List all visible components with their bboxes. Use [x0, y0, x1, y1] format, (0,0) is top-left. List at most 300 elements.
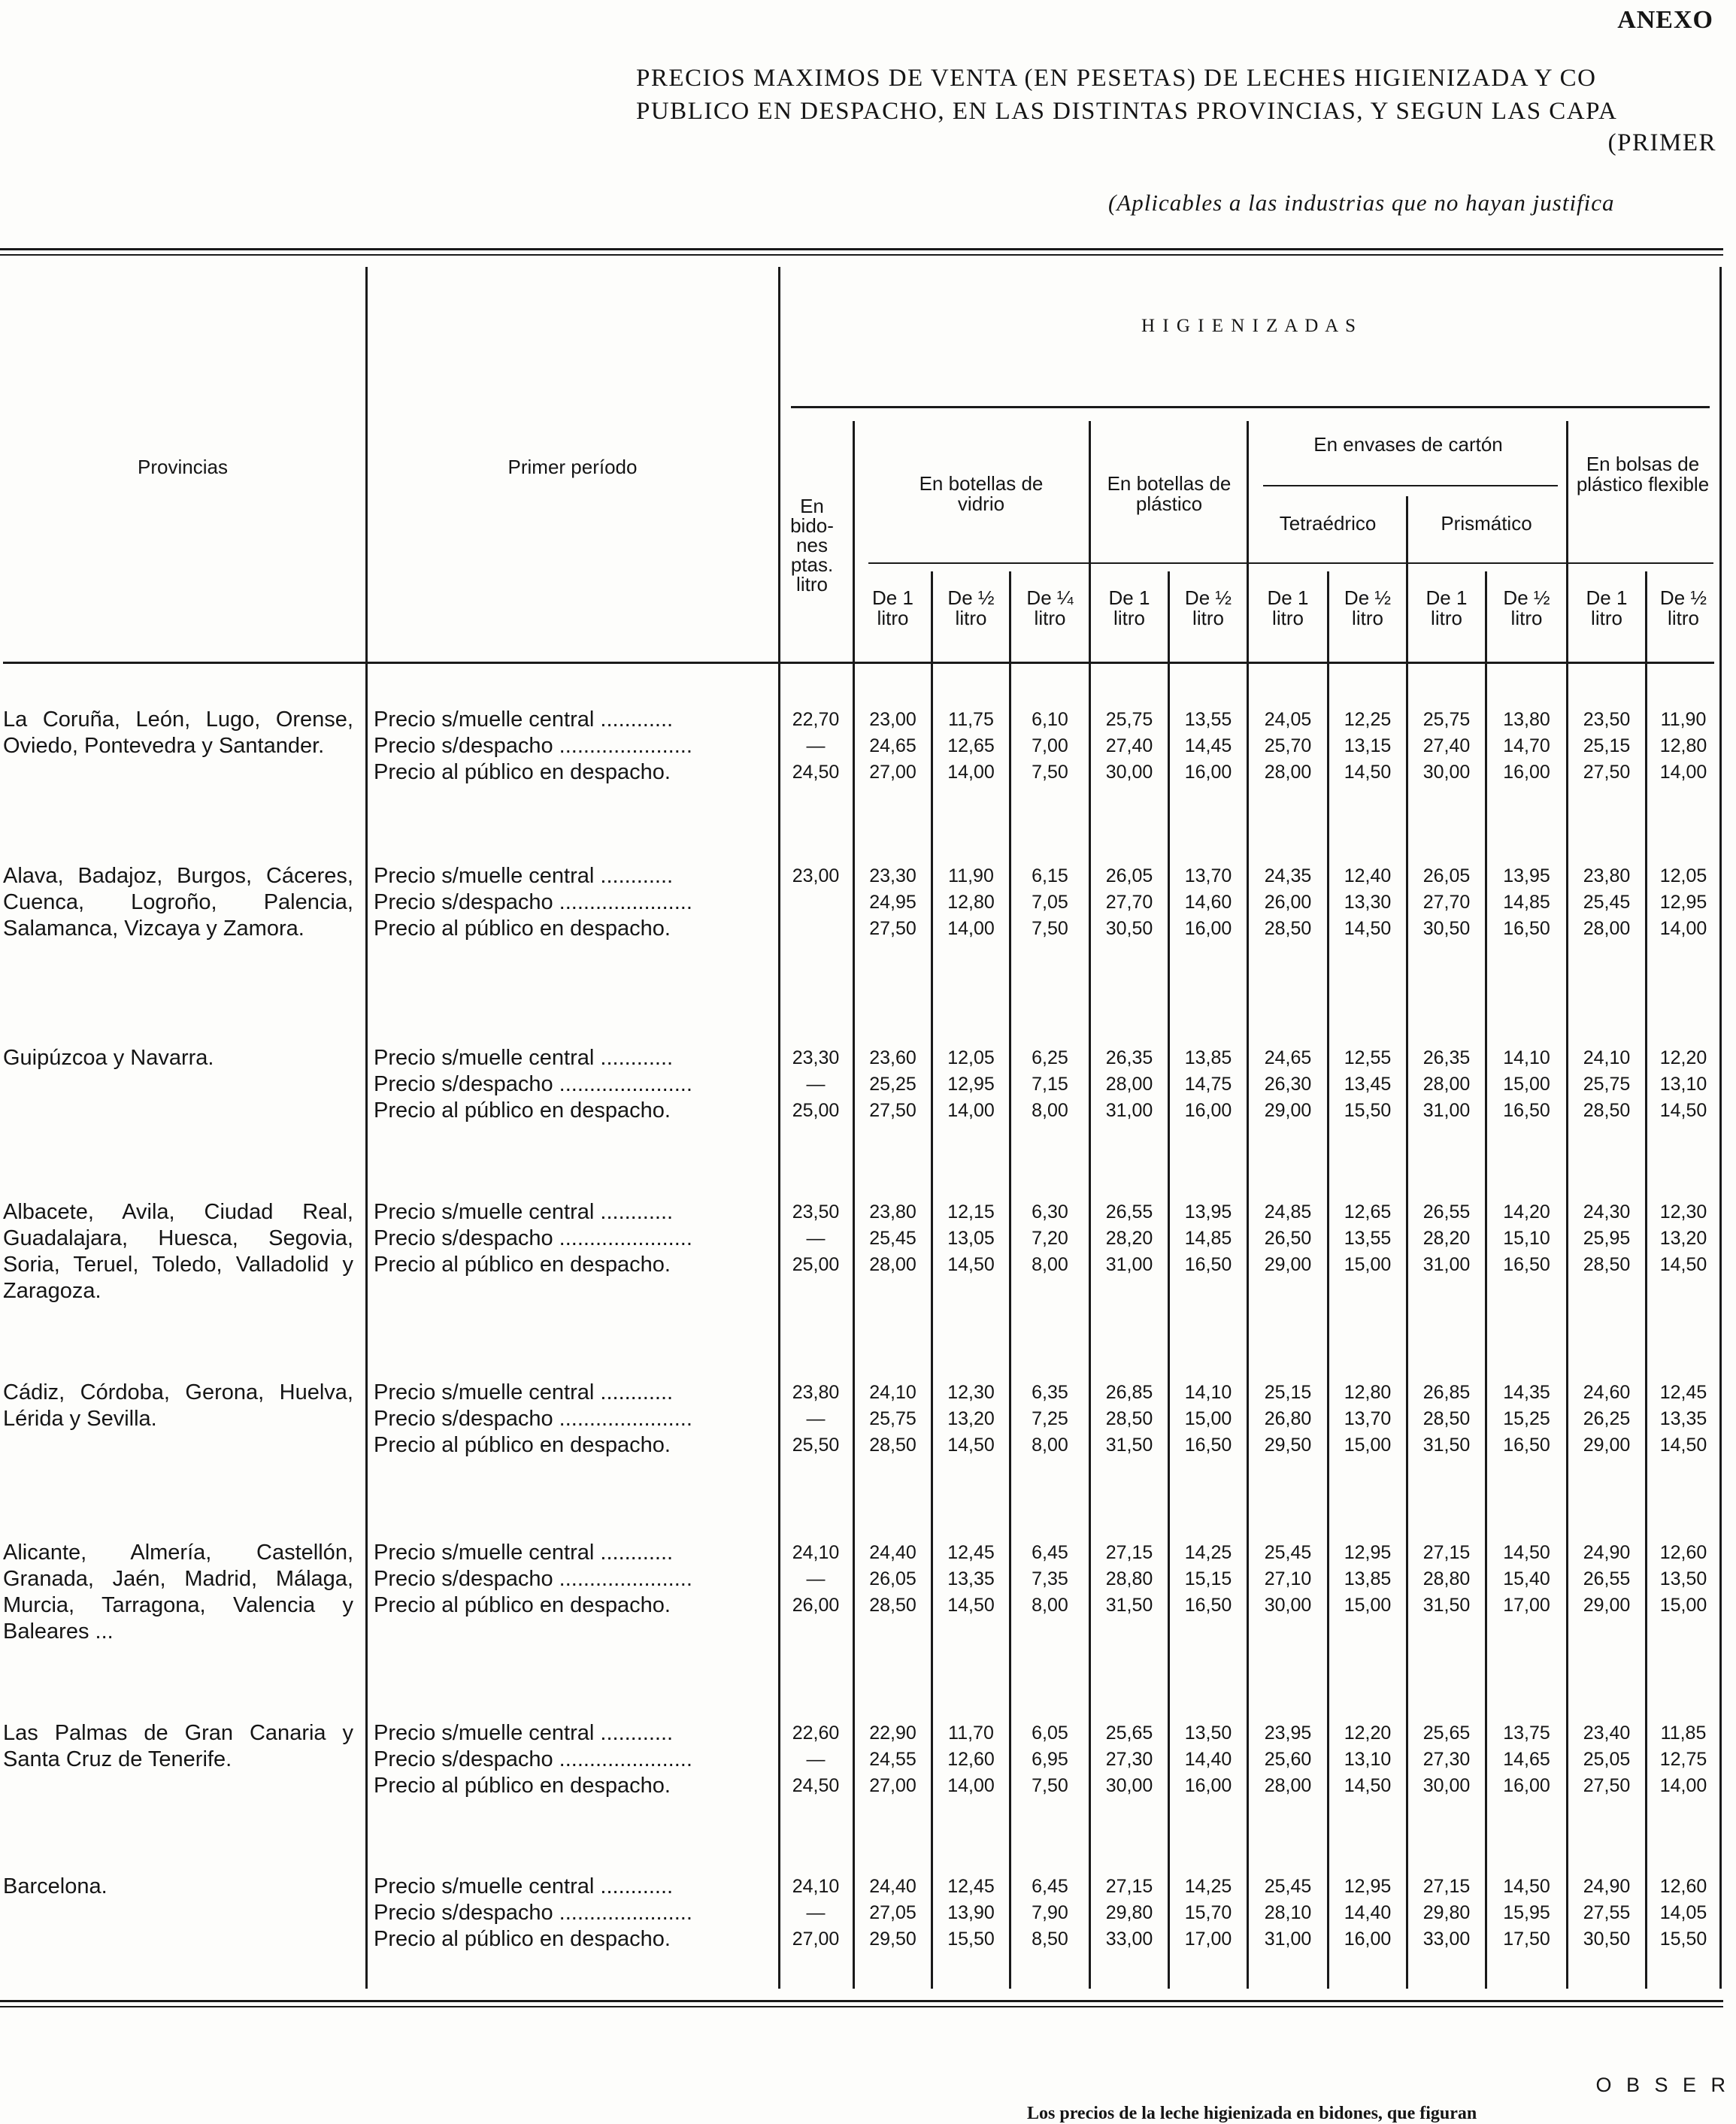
price-cell: 29,00 — [1583, 1435, 1631, 1456]
price-cell: 25,15 — [1583, 735, 1631, 756]
price-cell: 24,10 — [1583, 1047, 1631, 1068]
price-cell: 12,60 — [947, 1749, 995, 1770]
price-column — [1249, 1540, 1327, 1619]
price-column — [1329, 1380, 1406, 1459]
price-column — [855, 1720, 931, 1799]
price-cell: 13,05 — [947, 1228, 995, 1249]
price-cell: 25,00 — [792, 1254, 840, 1275]
table-top-rule — [0, 248, 1723, 250]
price-type-label: Precio s/despacho ...................... — [374, 1567, 692, 1591]
price-cell: 23,80 — [869, 1201, 916, 1223]
price-cell: 28,50 — [1422, 1408, 1471, 1429]
price-cell: 16,00 — [1184, 1100, 1232, 1121]
price-column — [1249, 1199, 1327, 1278]
price-cell: 15,40 — [1503, 1568, 1550, 1589]
price-cell: 14,40 — [1184, 1749, 1232, 1770]
price-cell: 14,45 — [1184, 735, 1232, 756]
price-cell: 27,50 — [869, 918, 916, 939]
price-column — [933, 1874, 1009, 1953]
price-cell: 13,30 — [1344, 892, 1392, 913]
price-cell: 24,40 — [869, 1876, 916, 1897]
price-cell: 14,50 — [947, 1435, 995, 1456]
price-cell: 7,90 — [1032, 1902, 1068, 1923]
price-cell: 27,00 — [869, 762, 916, 783]
price-column — [933, 707, 1009, 786]
price-type-label: Precio s/muelle central ............ — [374, 1541, 674, 1565]
price-column — [1091, 707, 1168, 786]
price-cell: 17,50 — [1503, 1929, 1550, 1950]
price-cell: 28,50 — [1264, 918, 1312, 939]
price-type-label: Precio s/muelle central ............ — [374, 1721, 674, 1745]
price-type-label: Precio s/muelle central ............ — [374, 1046, 674, 1070]
price-cell: 29,50 — [869, 1929, 916, 1950]
price-cell: 24,95 — [869, 892, 916, 913]
price-column — [1170, 1380, 1247, 1459]
price-cell: 12,45 — [1659, 1382, 1707, 1403]
price-column — [1249, 1874, 1327, 1953]
price-column — [1647, 1199, 1719, 1278]
price-cell: 11,70 — [948, 1723, 994, 1744]
price-cell: 14,20 — [1503, 1201, 1550, 1223]
price-cell: 26,55 — [1583, 1568, 1631, 1589]
price-cell: 14,00 — [947, 762, 995, 783]
price-cell: 28,20 — [1422, 1228, 1471, 1249]
price-type-label: Precio s/despacho ...................... — [374, 1072, 692, 1096]
header-higienizadas: H I G I E N I Z A D A S — [1141, 316, 1357, 336]
price-cell: 25,45 — [1583, 892, 1631, 913]
price-column — [855, 863, 931, 942]
price-cell: 27,70 — [1422, 892, 1471, 913]
title-line-3: (PRIMER — [1607, 129, 1716, 156]
price-cell: 25,75 — [869, 1408, 916, 1429]
price-cell: 17,00 — [1184, 1929, 1232, 1950]
price-column — [1487, 1199, 1566, 1278]
price-cell: 6,15 — [1032, 865, 1068, 886]
price-type-labels — [374, 707, 765, 786]
price-cell: 28,00 — [1422, 1074, 1471, 1095]
price-cell: 15,00 — [1344, 1254, 1392, 1275]
price-cell: 30,00 — [1422, 1775, 1471, 1796]
price-cell: 23,30 — [792, 1047, 840, 1068]
price-cell: 23,80 — [792, 1382, 840, 1403]
price-cell: 13,95 — [1184, 1201, 1232, 1223]
price-cell: 16,50 — [1503, 1435, 1550, 1456]
price-column — [1647, 1720, 1719, 1799]
price-cell: 15,25 — [1503, 1408, 1550, 1429]
price-cell: 33,00 — [1105, 1929, 1153, 1950]
price-column — [933, 1540, 1009, 1619]
price-cell: 23,00 — [792, 865, 840, 886]
price-cell: 15,00 — [1503, 1074, 1550, 1095]
price-cell: 16,50 — [1503, 1100, 1550, 1121]
price-cell: 24,65 — [1264, 1047, 1312, 1068]
price-cell: 13,10 — [1344, 1749, 1392, 1770]
price-cell: 31,50 — [1105, 1595, 1153, 1616]
price-cell: 15,50 — [947, 1929, 995, 1950]
price-cell: 24,90 — [1583, 1876, 1631, 1897]
price-cell: 7,35 — [1032, 1568, 1068, 1589]
province-group: Albacete, Avila, Ciudad Real, Guadalajara, Huesca, Segovia, Soria, Teruel, Toledo, Valladolid y Zaragoza. — [3, 1200, 353, 1303]
price-cell: 28,80 — [1422, 1568, 1471, 1589]
price-column — [1329, 1045, 1406, 1124]
price-cell: 24,50 — [792, 762, 840, 783]
price-cell: 14,25 — [1184, 1542, 1232, 1563]
price-column — [1408, 863, 1485, 942]
price-column — [1568, 1380, 1645, 1459]
price-cell: 24,85 — [1264, 1201, 1312, 1223]
price-cell: 25,00 — [792, 1100, 840, 1121]
price-type-label: Precio s/muelle central ............ — [374, 1200, 674, 1224]
price-cell: 27,70 — [1105, 892, 1153, 913]
price-column — [855, 1540, 931, 1619]
price-column — [933, 1045, 1009, 1124]
price-cell: 16,00 — [1184, 918, 1232, 939]
price-cell: 12,95 — [1344, 1542, 1392, 1563]
price-cell: 12,05 — [1659, 865, 1707, 886]
price-cell: 16,50 — [1184, 1254, 1232, 1275]
price-cell: 26,55 — [1422, 1201, 1471, 1223]
price-column — [1647, 1380, 1719, 1459]
price-cell: 14,00 — [947, 1100, 995, 1121]
price-type-label: Precio al público en despacho. — [374, 1253, 671, 1277]
price-cell: 8,00 — [1032, 1254, 1068, 1275]
header-periodo: Primer período — [507, 456, 638, 478]
price-type-label: Precio al público en despacho. — [374, 760, 671, 784]
province-group: Barcelona. — [3, 1874, 108, 1898]
price-column — [1568, 1874, 1645, 1953]
price-cell: 26,05 — [1105, 865, 1153, 886]
price-cell: 12,80 — [1659, 735, 1707, 756]
price-column — [779, 1720, 853, 1799]
price-cell: 25,45 — [869, 1228, 916, 1249]
size-header: De ½ litro — [1503, 586, 1550, 629]
price-cell: 28,10 — [1264, 1902, 1312, 1923]
price-type-label: Precio s/despacho ...................... — [374, 1226, 692, 1250]
price-cell: 12,80 — [947, 892, 995, 913]
price-cell: 12,55 — [1344, 1047, 1392, 1068]
price-cell: 25,45 — [1264, 1876, 1312, 1897]
price-column — [1568, 1720, 1645, 1799]
price-cell: 13,70 — [1344, 1408, 1392, 1429]
price-cell: 12,40 — [1344, 865, 1392, 886]
price-cell: 22,60 — [792, 1723, 840, 1744]
price-cell: 14,00 — [947, 1775, 995, 1796]
province-group: La Coruña, León, Lugo, Orense, Oviedo, Pontevedra y Santander. — [3, 707, 353, 758]
price-cell: 24,90 — [1583, 1542, 1631, 1563]
price-column — [1249, 1720, 1327, 1799]
price-cell: 12,65 — [1344, 1201, 1392, 1223]
price-cell: 24,60 — [1583, 1382, 1631, 1403]
price-cell: 14,25 — [1184, 1876, 1232, 1897]
price-cell: 31,00 — [1105, 1254, 1153, 1275]
price-cell: 14,50 — [1503, 1876, 1550, 1897]
price-cell: — — [806, 1902, 826, 1923]
price-column — [1647, 863, 1719, 942]
price-cell: 13,10 — [1659, 1074, 1707, 1095]
price-cell: 14,40 — [1344, 1902, 1392, 1923]
price-cell: 26,80 — [1264, 1408, 1312, 1429]
price-column — [1170, 1720, 1247, 1799]
price-cell: 28,50 — [1583, 1254, 1631, 1275]
price-cell: 25,45 — [1264, 1542, 1312, 1563]
price-cell: 27,50 — [869, 1100, 916, 1121]
price-cell: 24,10 — [869, 1382, 916, 1403]
price-cell: 31,50 — [1422, 1595, 1471, 1616]
price-column — [1170, 863, 1247, 942]
price-cell: 14,75 — [1184, 1074, 1232, 1095]
price-cell: 31,50 — [1105, 1435, 1153, 1456]
price-cell: 26,30 — [1264, 1074, 1312, 1095]
price-column — [1487, 1540, 1566, 1619]
price-cell: 14,50 — [1344, 918, 1392, 939]
price-cell: 14,50 — [1503, 1542, 1550, 1563]
price-cell: 24,35 — [1264, 865, 1312, 886]
price-cell: 7,15 — [1032, 1074, 1068, 1095]
price-cell: 12,45 — [947, 1876, 995, 1897]
price-type-labels — [374, 1045, 765, 1124]
price-column — [779, 707, 853, 786]
price-cell: 28,00 — [1264, 762, 1312, 783]
header-provincias: Provincias — [138, 456, 228, 478]
price-column — [1091, 863, 1168, 942]
price-cell: 25,05 — [1583, 1749, 1631, 1770]
price-cell: 28,00 — [1264, 1775, 1312, 1796]
price-cell: 13,50 — [1659, 1568, 1707, 1589]
price-column — [1011, 1045, 1089, 1124]
price-cell: 8,00 — [1032, 1595, 1068, 1616]
price-cell: 24,05 — [1264, 709, 1312, 730]
price-cell: 13,85 — [1184, 1047, 1232, 1068]
price-column — [779, 1540, 853, 1619]
price-column — [1408, 1199, 1485, 1278]
header-botellas-plastico: En botellas de plástico — [1107, 472, 1232, 515]
price-type-label: Precio s/despacho ...................... — [374, 890, 692, 914]
price-cell: 16,00 — [1503, 1775, 1550, 1796]
price-cell: 27,40 — [1422, 735, 1471, 756]
province-group: Guipúzcoa y Navarra. — [3, 1046, 214, 1070]
price-cell: — — [806, 735, 826, 756]
price-column — [933, 1199, 1009, 1278]
price-cell: 26,55 — [1105, 1201, 1153, 1223]
higienizadas-rule — [791, 406, 1710, 408]
price-cell: 14,50 — [1659, 1254, 1707, 1275]
price-cell: 23,80 — [1583, 865, 1631, 886]
price-column — [1170, 1540, 1247, 1619]
price-cell: 23,40 — [1583, 1723, 1631, 1744]
price-column — [933, 1720, 1009, 1799]
price-cell: — — [806, 1749, 826, 1770]
table-top-rule-2 — [0, 254, 1723, 256]
price-cell: 6,45 — [1032, 1876, 1068, 1897]
price-cell: 25,65 — [1422, 1723, 1471, 1744]
price-cell: 6,95 — [1032, 1749, 1068, 1770]
price-cell: 6,05 — [1032, 1723, 1068, 1744]
header-envases-carton: En envases de cartón — [1313, 433, 1503, 456]
price-cell: 25,15 — [1264, 1382, 1312, 1403]
size-header: De 1 litro — [1425, 586, 1468, 629]
price-cell: 30,00 — [1264, 1595, 1312, 1616]
price-type-label: Precio s/muelle central ............ — [374, 864, 674, 888]
price-cell: 6,45 — [1032, 1542, 1068, 1563]
price-column — [1011, 1199, 1089, 1278]
price-cell: 12,25 — [1344, 709, 1392, 730]
price-cell: 14,50 — [1659, 1100, 1707, 1121]
price-type-label: Precio s/despacho ...................... — [374, 1747, 692, 1771]
price-cell: 28,00 — [1105, 1074, 1153, 1095]
price-cell: 27,10 — [1264, 1568, 1312, 1589]
price-type-label: Precio al público en despacho. — [374, 1774, 671, 1798]
price-cell: 27,30 — [1105, 1749, 1153, 1770]
price-column — [1408, 1720, 1485, 1799]
price-cell: 14,35 — [1503, 1382, 1550, 1403]
price-cell: 31,00 — [1105, 1100, 1153, 1121]
price-cell: 29,80 — [1422, 1902, 1471, 1923]
price-cell: 16,00 — [1184, 1775, 1232, 1796]
title-line-2: PUBLICO EN DESPACHO, EN LAS DISTINTAS PROVINCIAS, Y SEGUN LAS CAPA — [636, 98, 1618, 125]
price-column — [1647, 1540, 1719, 1619]
price-cell: 14,00 — [1659, 1775, 1707, 1796]
price-cell: 26,05 — [869, 1568, 916, 1589]
price-cell: 8,00 — [1032, 1100, 1068, 1121]
price-cell: 27,15 — [1422, 1542, 1471, 1563]
price-cell: 24,40 — [869, 1542, 916, 1563]
price-cell: 7,50 — [1032, 1775, 1068, 1796]
price-column — [1408, 707, 1485, 786]
price-type-label: Precio s/despacho ...................... — [374, 734, 692, 758]
price-cell: 25,50 — [792, 1435, 840, 1456]
price-cell: 31,00 — [1422, 1254, 1471, 1275]
price-cell: 15,00 — [1344, 1595, 1392, 1616]
price-cell: 28,80 — [1105, 1568, 1153, 1589]
price-column — [855, 707, 931, 786]
price-cell: 15,50 — [1344, 1100, 1392, 1121]
price-type-label: Precio al público en despacho. — [374, 1593, 671, 1617]
price-cell: 14,50 — [1659, 1435, 1707, 1456]
price-cell: 14,00 — [1659, 918, 1707, 939]
price-cell: 22,70 — [792, 709, 840, 730]
price-cell: 11,75 — [948, 709, 994, 730]
province-group: Cádiz, Córdoba, Gerona, Huelva, Lérida y Sevilla. — [3, 1380, 353, 1431]
price-cell: 26,00 — [792, 1595, 840, 1616]
price-cell: 23,50 — [792, 1201, 840, 1223]
price-cell: 14,05 — [1659, 1902, 1707, 1923]
price-column — [1568, 1199, 1645, 1278]
price-cell: 14,50 — [1344, 1775, 1392, 1796]
price-cell: 27,05 — [869, 1902, 916, 1923]
price-cell: 8,50 — [1032, 1929, 1068, 1950]
province-group: Alava, Badajoz, Burgos, Cáceres, Cuenca, Logroño, Palencia, Salamanca, Vizcaya y Zamora. — [3, 864, 353, 941]
price-type-label: Precio s/despacho ...................... — [374, 1901, 692, 1925]
price-type-labels — [374, 1874, 765, 1953]
price-cell: 16,00 — [1184, 762, 1232, 783]
price-column — [1011, 707, 1089, 786]
price-cell: 28,50 — [1583, 1100, 1631, 1121]
price-cell: 26,85 — [1422, 1382, 1471, 1403]
observaciones-heading: O B S E R — [1595, 2074, 1730, 2096]
price-column — [1647, 707, 1719, 786]
price-cell: 25,60 — [1264, 1749, 1312, 1770]
price-cell: 15,70 — [1184, 1902, 1232, 1923]
price-cell: 13,35 — [947, 1568, 995, 1589]
price-cell: 13,55 — [1184, 709, 1232, 730]
price-cell — [779, 916, 853, 942]
price-cell: 33,00 — [1422, 1929, 1471, 1950]
price-cell: 24,10 — [792, 1542, 840, 1563]
price-cell: 26,05 — [1422, 865, 1471, 886]
price-cell: 16,50 — [1503, 1254, 1550, 1275]
price-column — [1647, 1874, 1719, 1953]
price-cell: 13,35 — [1659, 1408, 1707, 1429]
price-cell: 8,00 — [1032, 1435, 1068, 1456]
price-column — [779, 1045, 853, 1124]
price-cell: 26,35 — [1422, 1047, 1471, 1068]
price-cell: 6,30 — [1032, 1201, 1068, 1223]
price-cell: 14,65 — [1503, 1749, 1550, 1770]
title-line-1: PRECIOS MAXIMOS DE VENTA (EN PESETAS) DE LECHES HIGIENIZADA Y CO — [636, 65, 1597, 92]
price-cell: 7,05 — [1032, 892, 1068, 913]
price-cell: 26,85 — [1105, 1382, 1153, 1403]
province-group: Alicante, Almería, Castellón, Granada, Jaén, Madrid, Málaga, Murcia, Tarragona, Valencia y Baleares ... — [3, 1541, 353, 1644]
price-cell: 23,30 — [869, 865, 916, 886]
price-cell: 31,00 — [1422, 1100, 1471, 1121]
header-bolsas: En bolsas de plástico flexible — [1576, 453, 1710, 495]
price-cell: 27,30 — [1422, 1749, 1471, 1770]
price-cell: 16,50 — [1503, 918, 1550, 939]
price-cell: 29,00 — [1264, 1254, 1312, 1275]
price-cell: 28,00 — [869, 1254, 916, 1275]
price-cell: — — [806, 1074, 826, 1095]
price-type-labels — [374, 1199, 765, 1278]
price-cell: 27,55 — [1583, 1902, 1631, 1923]
province-group: Las Palmas de Gran Canaria y Santa Cruz de Tenerife. — [3, 1721, 353, 1771]
price-cell: 25,95 — [1583, 1228, 1631, 1249]
price-column — [1329, 1199, 1406, 1278]
price-cell: 7,50 — [1032, 918, 1068, 939]
price-column — [1408, 1045, 1485, 1124]
price-column — [1568, 1045, 1645, 1124]
price-column — [1249, 1045, 1327, 1124]
price-cell: 30,00 — [1105, 762, 1153, 783]
carton-rule — [1263, 485, 1558, 486]
price-cell: 29,80 — [1105, 1902, 1153, 1923]
price-cell: 16,50 — [1184, 1595, 1232, 1616]
price-cell: 14,00 — [947, 918, 995, 939]
size-header: De 1 litro — [1267, 586, 1309, 629]
price-cell: 14,50 — [1344, 762, 1392, 783]
price-cell: 27,00 — [869, 1775, 916, 1796]
price-type-label: Precio s/muelle central ............ — [374, 1380, 674, 1404]
price-cell: 6,10 — [1032, 709, 1068, 730]
price-type-labels — [374, 1540, 765, 1619]
price-cell: 27,50 — [1583, 762, 1631, 783]
price-cell: 13,85 — [1344, 1568, 1392, 1589]
price-type-label: Precio s/despacho ...................... — [374, 1407, 692, 1431]
price-cell: 29,00 — [1264, 1100, 1312, 1121]
price-cell: 16,00 — [1503, 762, 1550, 783]
price-type-labels — [374, 1380, 765, 1459]
price-cell: 23,00 — [869, 709, 916, 730]
price-column — [1091, 1540, 1168, 1619]
price-type-label: Precio al público en despacho. — [374, 917, 671, 941]
price-cell: 27,15 — [1105, 1876, 1153, 1897]
price-column — [1487, 707, 1566, 786]
price-cell: 25,75 — [1105, 709, 1153, 730]
price-cell: 30,00 — [1105, 1775, 1153, 1796]
price-column — [779, 1380, 853, 1459]
price-cell: 26,25 — [1583, 1408, 1631, 1429]
price-column — [1487, 1380, 1566, 1459]
size-header: De ¼ litro — [1026, 586, 1074, 629]
